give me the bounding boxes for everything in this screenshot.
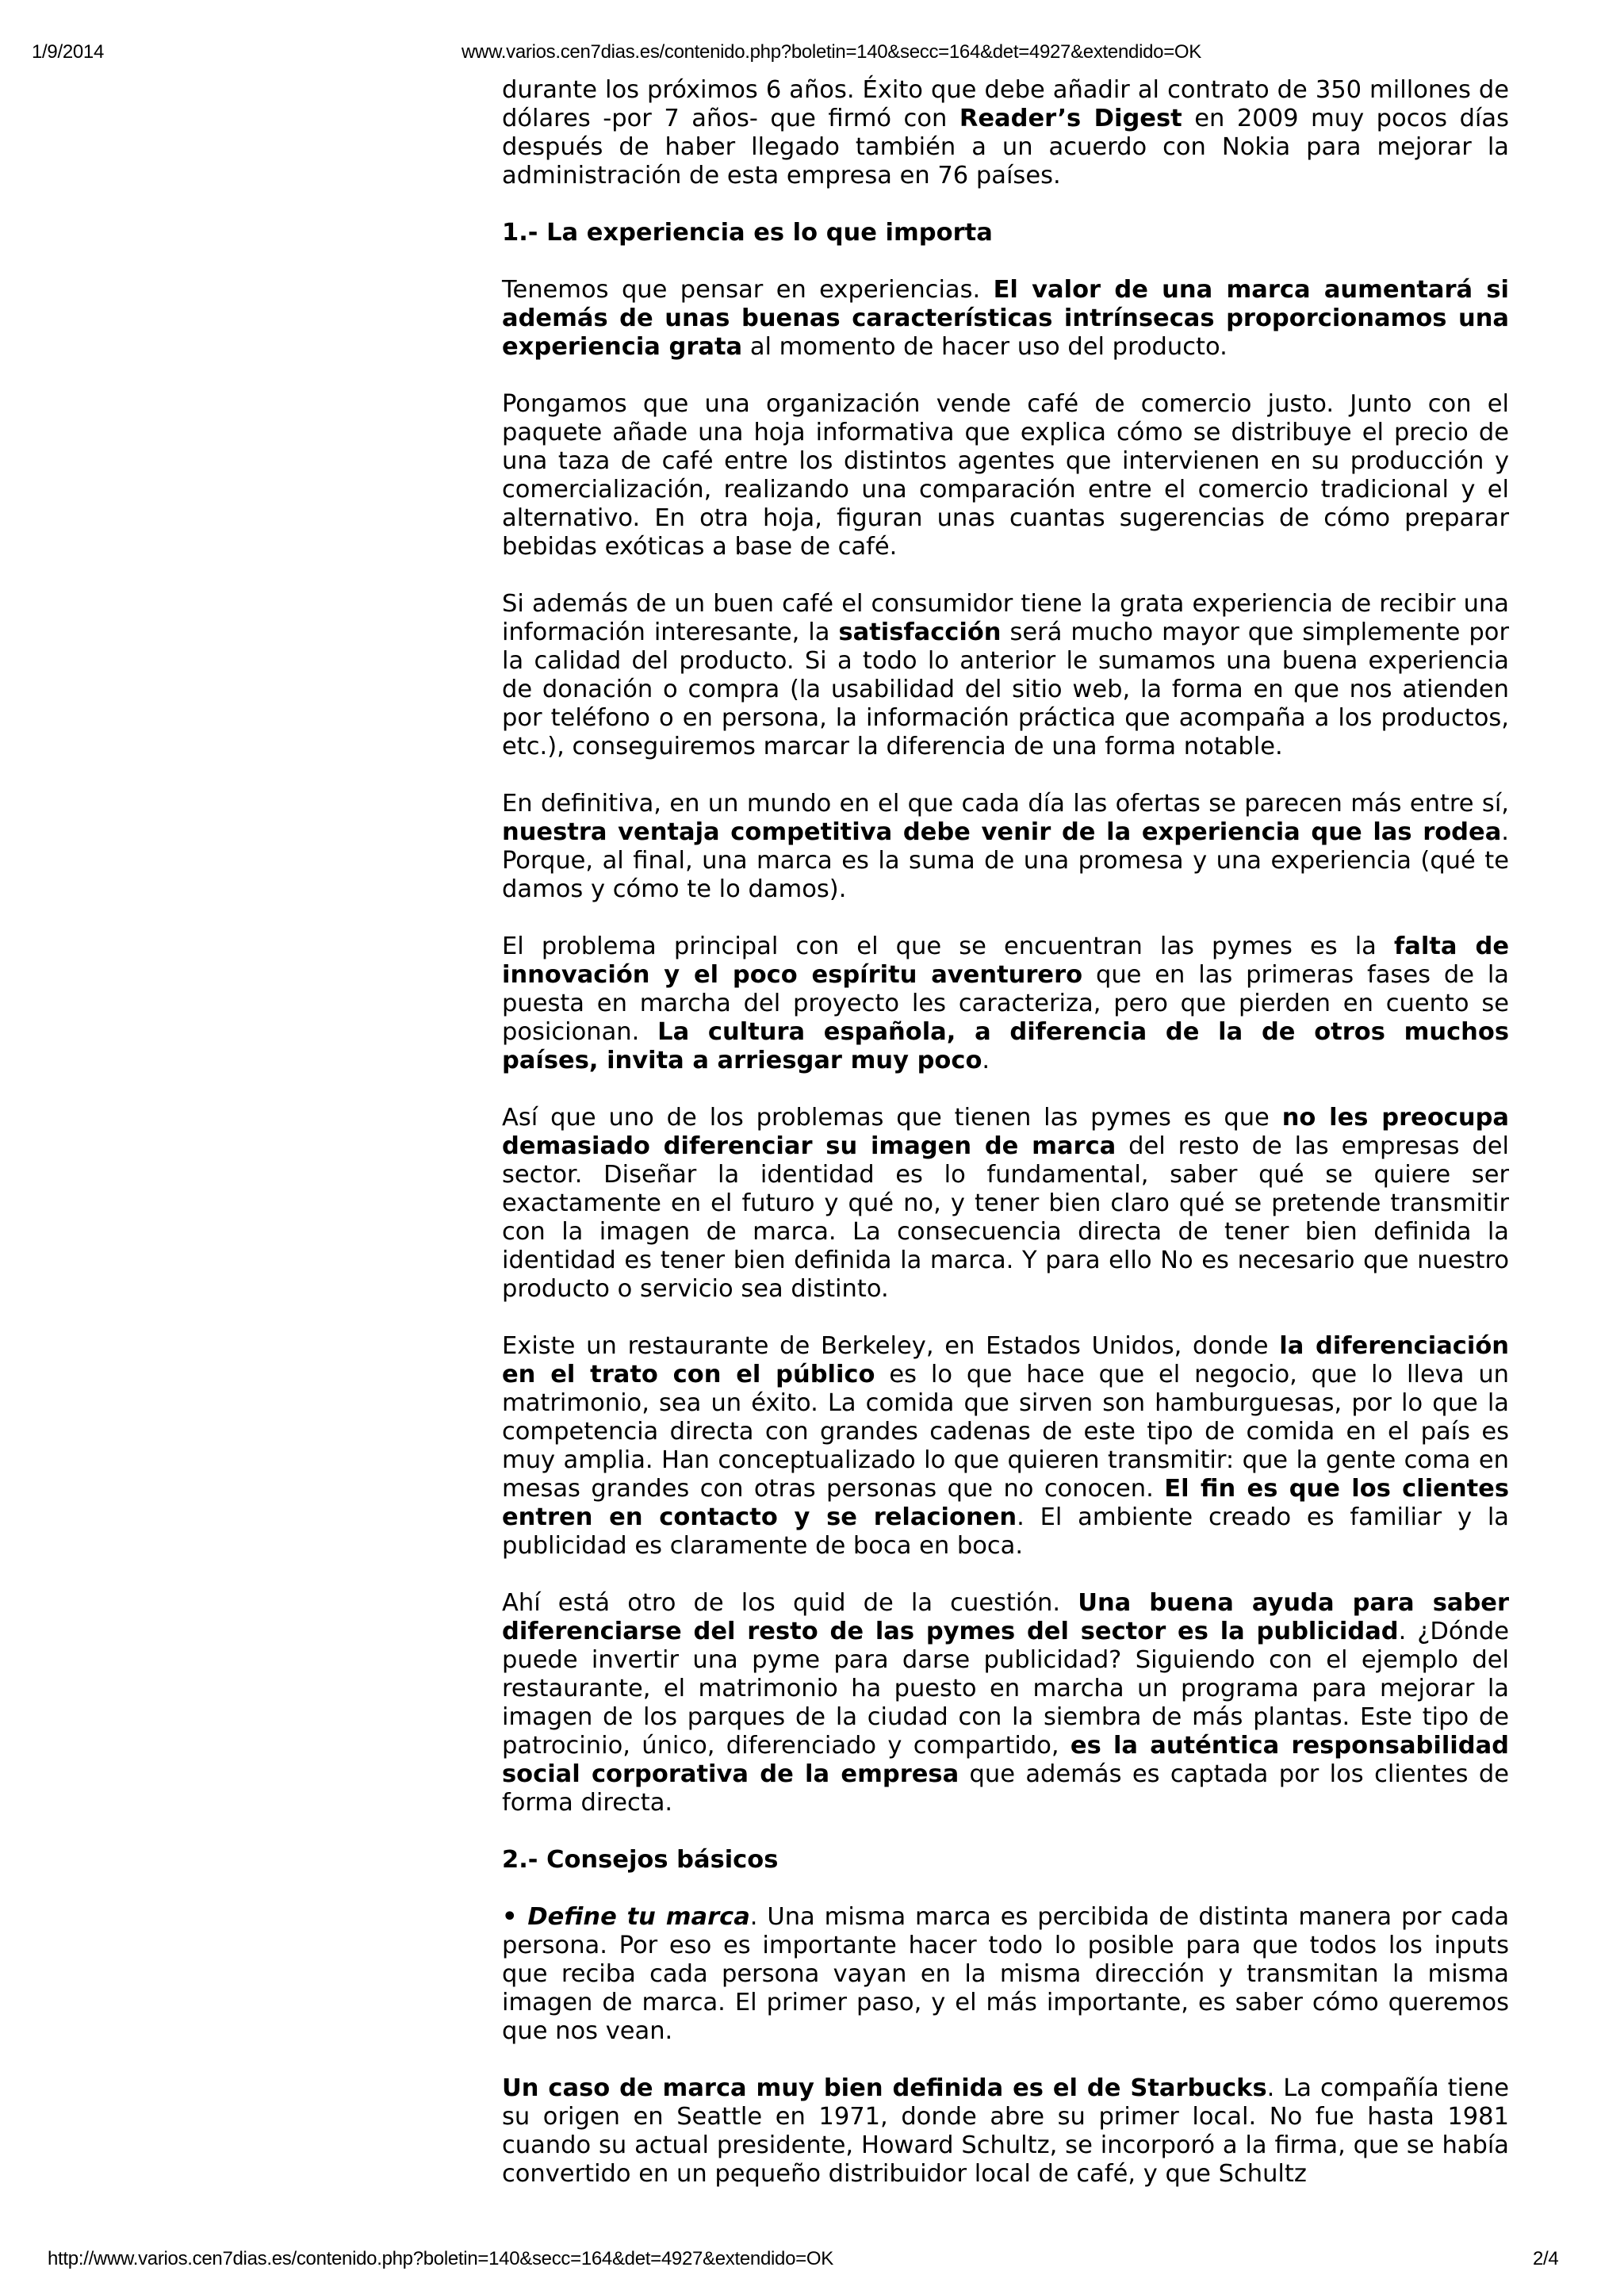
paragraph-8 <box>502 1589 1509 1817</box>
bold-text: es la auténtica responsabilidad social corporativa de la empresa <box>502 1732 1509 1788</box>
bold-text: Un caso de marca muy bien definida es el de Starbucks <box>502 2074 1267 2102</box>
bold-text: nuestra ventaja competitiva debe venir de la experiencia que las rodea <box>502 818 1502 846</box>
text: . ¿Dónde puede invertir una pyme para darse publicidad? Siguiendo con el ejemplo del restaurante, el matrimonio ha puesto en marcha un programa para mejorar la imagen de los parques de la ciudad con la siembra de más plantas. Este tipo de patrocinio, único, diferenciado y compartido, <box>502 1618 1509 1760</box>
bold-text: El valor de una marca aumentará si además de unas buenas características intrínsecas proporcionamos una experiencia grata <box>502 276 1509 361</box>
print-date: 1/9/2014 <box>32 41 105 63</box>
paragraph-intro <box>502 76 1509 190</box>
text: . Porque, al final, una marca es la suma de una promesa y una experiencia (qué te damos y cómo te lo damos). <box>502 818 1509 903</box>
text: Así que uno de los problemas que tienen las pymes es que <box>502 1104 1282 1132</box>
text: del resto de las empresas del sector. Diseñar la identidad es lo fundamental, saber qué se quiere ser exactamente en el futuro y qué no, y tener bien claro qué se pretende transmitir con la imagen de marca. La consecuencia directa de tener bien definida la identidad es tener bien definida la marca. Y para ello No es necesario que nuestro producto o servicio sea distinto. <box>502 1132 1509 1303</box>
text: Tenemos que pensar en experiencias. <box>502 276 994 304</box>
section-heading-1: 1.- La experiencia es lo que importa <box>502 219 993 247</box>
bold-text: satisfacción <box>838 618 1002 646</box>
text: será mucho mayor que simplemente por la calidad del producto. Si a todo lo anterior le sumamos una buena experiencia de donación o compra (la usabilidad del sitio web, la forma en que nos atienden por teléfono o en persona, la información práctica que acompaña a los productos, etc.), conseguiremos marcar la diferencia de una forma notable. <box>502 618 1509 760</box>
text: . Una misma marca es percibida de distinta manera por cada persona. Por eso es importante hacer todo lo posible para que todos los inputs que reciba cada persona vayan en la misma dirección y transmitan la misma imagen de marca. El primer paso, y el más importante, es saber cómo queremos que nos vean. <box>502 1903 1510 2045</box>
text: en 2009 muy pocos días después de haber llegado también a un acuerdo con Nokia para mejorar la administración de esta empresa en 76 países. <box>502 105 1509 190</box>
paragraph-1 <box>502 276 1509 362</box>
text: es lo que hace que el negocio, que lo lleva un matrimonio, sea un éxito. La comida que sirven son hamburguesas, por lo que la competencia directa con grandes cadenas de este tipo de comida en el país es muy amplia. Han conceptualizado lo que quieren transmitir: que la gente coma en mesas grandes con otras personas que no conocen. <box>502 1361 1510 1503</box>
article-body <box>502 76 1509 2217</box>
text: . <box>982 1047 990 1074</box>
text: durante los próximos 6 años. Éxito que debe añadir al contrato de 350 millones de dólares -por 7 años- que firmó con <box>502 76 1509 132</box>
bold-text: Reader’s Digest <box>959 105 1182 132</box>
bold-italic-text: Define tu marca <box>527 1903 750 1931</box>
print-footer-url: http://www.varios.cen7dias.es/contenido.php?boletin=140&secc=164&det=4927&extendido=OK <box>48 2248 833 2269</box>
text: que en las primeras fases de la puesta en marcha del proyecto les caracteriza, pero que pierden en cuento se posicionan. <box>502 961 1509 1046</box>
paragraph-4 <box>502 790 1509 904</box>
print-header-url: www.varios.cen7dias.es/contenido.php?boletin=140&secc=164&det=4927&extendido=OK <box>462 41 1201 63</box>
bold-text: Una buena ayuda para saber diferenciarse del resto de las pymes del sector es la publicidad <box>502 1589 1509 1645</box>
text: Ahí está otro de los quid de la cuestión. <box>502 1589 1078 1617</box>
bold-text: la diferenciación en el trato con el público <box>502 1332 1509 1388</box>
section-heading-2: 2.- Consejos básicos <box>502 1846 779 1874</box>
text: al momento de hacer uso del producto. <box>742 333 1228 361</box>
paragraph-7 <box>502 1332 1509 1561</box>
bullet-icon: • <box>502 1903 528 1931</box>
page-number: 2/4 <box>1533 2248 1559 2269</box>
bold-text: no les preocupa demasiado diferenciar su imagen de marca <box>502 1104 1510 1160</box>
text: Si además de un buen café el consumidor tiene la grata experiencia de recibir una información interesante, la <box>502 590 1509 646</box>
bold-text: La cultura española, a diferencia de la de otros muchos países, invita a arriesgar muy poco <box>502 1018 1510 1074</box>
text: . La compañía tiene su origen en Seattle en 1971, donde abre su primer local. No fue hasta 1981 cuando su actual presidente, Howard Schultz, se incorporó a la firma, que se había convertido en un pequeño distribuidor local de café, y que Schultz <box>502 2074 1509 2188</box>
text: . El ambiente creado es familiar y la publicidad es claramente de boca en boca. <box>502 1503 1509 1560</box>
paragraph-6 <box>502 1104 1509 1304</box>
paragraph-5 <box>502 933 1509 1075</box>
text: En definitiva, en un mundo en el que cada día las ofertas se parecen más entre sí, <box>502 790 1509 818</box>
paragraph-3 <box>502 590 1509 761</box>
text: Existe un restaurante de Berkeley, en Estados Unidos, donde <box>502 1332 1280 1360</box>
bold-text: falta de innovación y el poco espíritu aventurero <box>502 933 1510 989</box>
paragraph-2: Pongamos que una organización vende café de comercio justo. Junto con el paquete añade una hoja informativa que explica cómo se distribuye el precio de una taza de café entre los distintos agentes que intervienen en su producción y comercialización, realizando una comparación entre el comercio tradicional y el alternativo. En otra hoja, figuran unas cuantas sugerencias de cómo preparar bebidas exóticas a base de café. <box>502 390 1509 561</box>
paragraph-10 <box>502 2074 1509 2189</box>
bold-text: El fin es que los clientes entren en contacto y se relacionen <box>502 1475 1509 1531</box>
text: El problema principal con el que se encuentran las pymes es la <box>502 933 1394 960</box>
text: que además es captada por los clientes de forma directa. <box>502 1760 1509 1817</box>
paragraph-9 <box>502 1903 1509 2046</box>
